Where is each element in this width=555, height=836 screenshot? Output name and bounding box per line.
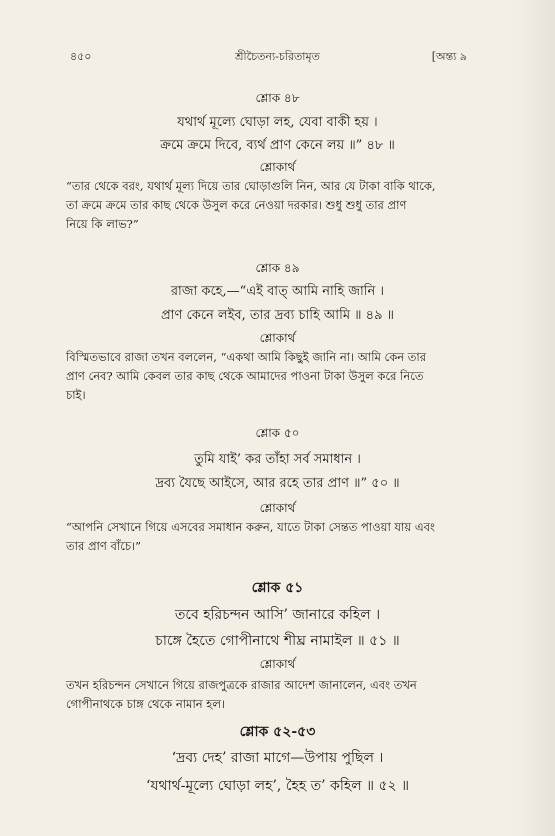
purport-heading-49: শ্লোকার্থ xyxy=(259,331,296,345)
purport-line: প্রাণ নেব? আমি কেবল তার কাছ থেকে আমাদের পাওনা টাকা উসুল করে নিতে xyxy=(66,369,424,383)
verse-line: চাঙ্গে হৈতে গোপীনাথে শীঘ্র নামাইল ॥ ৫১ ॥ xyxy=(155,633,400,649)
verse-heading-50: শ্লোক ৫০ xyxy=(255,426,300,440)
verse-line: প্রাণ কেনে লইব, তার দ্রব্য চাহি আমি ॥ ৪৯ ॥ xyxy=(160,308,395,323)
verse-line: তবে হরিচন্দন আসি’ জানারে কহিল । xyxy=(174,607,381,623)
verse-line: রাজা কহে,—“এই বাত্ আমি নাহি জানি । xyxy=(170,284,385,299)
verse-heading-52-53: শ্লোক ৫২-৫৩ xyxy=(239,724,316,740)
verse-heading-51: শ্লোক ৫১ xyxy=(251,580,304,596)
purport-line: চাই। xyxy=(66,388,86,402)
page-shadow xyxy=(515,0,555,836)
purport-heading-51: শ্লোকার্থ xyxy=(259,657,296,671)
purport-text-50 xyxy=(66,518,498,556)
purport-line: তার প্রাণ বাঁচে।” xyxy=(66,539,142,553)
purport-line: বিস্মিতভাবে রাজা তখন বললেন, “একথা আমি কিছুই জানি না। আমি কেন তার xyxy=(66,350,427,364)
verse-heading-49: শ্লোক ৪৯ xyxy=(255,261,300,275)
purport-heading-48: শ্লোকার্থ xyxy=(259,160,296,174)
purport-line: তখন হরিচন্দন সেখানে গিয়ে রাজপুত্রকে রাজার আদেশ জানালেন, এবং তখন xyxy=(66,678,417,692)
purport-text-49 xyxy=(66,348,498,405)
verse-line: তুমি যাই’ কর তাঁহা সর্ব সমাধান । xyxy=(194,452,361,467)
purport-line: “তার থেকে বরং, যথার্থ মূল্য দিয়ে তার ঘোড়াগুলি নিন, আর যে টাকা বাকি থাকে, xyxy=(66,179,436,193)
verse-line: দ্রব্য যৈছে আইসে, আর রহে তার প্রাণ ॥” ৫০ ॥ xyxy=(155,476,400,491)
purport-text-48 xyxy=(66,177,498,234)
verse-heading-48: শ্লোক ৪৮ xyxy=(255,91,300,105)
purport-text-51 xyxy=(66,676,498,714)
purport-line: “আপনি সেখানে গিয়ে এসবের সমাধান করুন, যাতে টাকা সেন্তত পাওয়া যায় এবং xyxy=(66,520,435,534)
purport-line: তা ক্রমে ক্রমে তার কাছ থেকে উসুল করে নেওয়া দরকার। শুধু শুধু তার প্রাণ xyxy=(66,198,407,212)
purport-line: গোপীনাথকে চাঙ্গ থেকে নামান হল। xyxy=(66,697,226,711)
running-title: শ্রীচৈতন্য-চরিতামৃত xyxy=(235,50,320,63)
purport-line: নিয়ে কি লাভ?” xyxy=(66,217,139,231)
verse-line: যথার্থ মূল্যে ঘোড়া লহ, যেবা বাকী হয় । xyxy=(177,115,378,130)
verse-line: ক্রমে ক্রমে দিবে, ব্যর্থ প্রাণ কেনে লয় ॥” ৪৮ ॥ xyxy=(160,138,395,153)
page-number: ৪৫০ xyxy=(70,50,92,63)
chapter-label: [অন্ত্য ৯ xyxy=(431,50,467,63)
purport-heading-50: শ্লোকার্থ xyxy=(259,501,296,515)
verse-line: ‘দ্রব্য দেহ’ রাজা মাগে—উপায় পুছিল । xyxy=(171,750,384,766)
verse-line: ‘যথার্থ-মূল্যে ঘোড়া লহ’, হৈহ ত’ কহিল ॥ ৫২ ॥ xyxy=(146,778,409,794)
